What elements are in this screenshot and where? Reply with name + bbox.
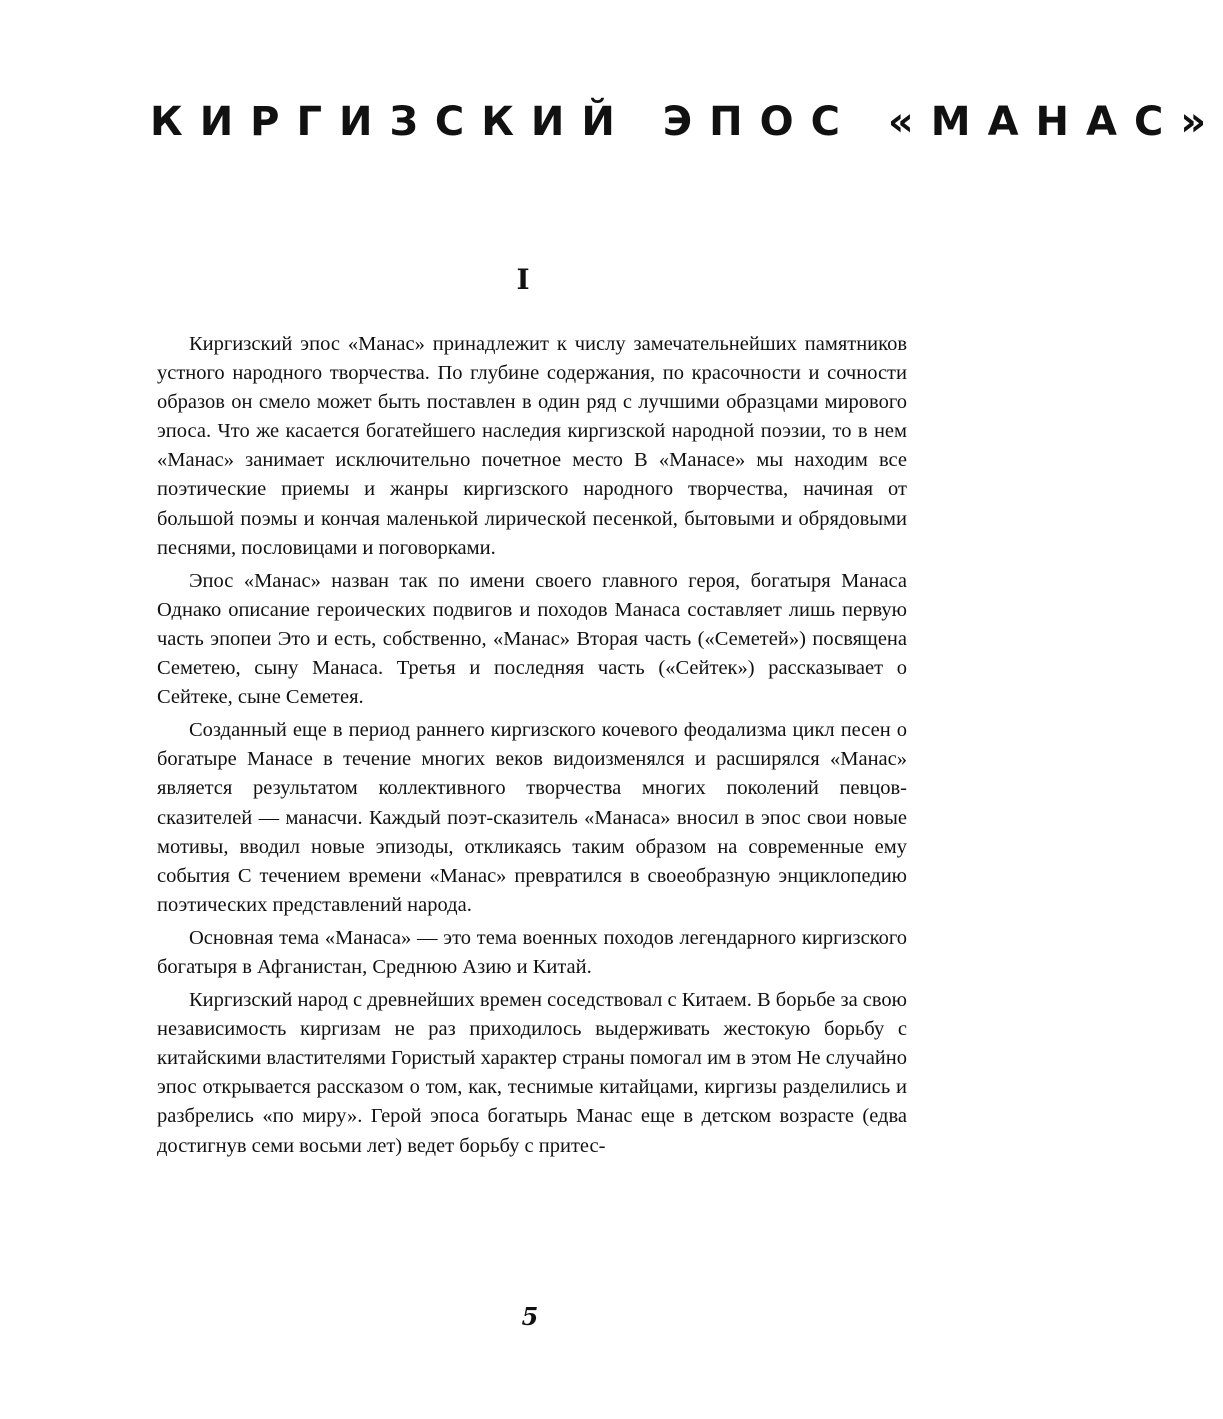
chapter-title: КИРГИЗСКИЙ ЭПОС «МАНАС» bbox=[150, 99, 1223, 145]
paragraph: Основная тема «Манаса» — это тема военных походов легендарного киргизского богатыря в Афганистан, Среднюю Азию и Китай. bbox=[157, 926, 907, 978]
paragraph: Киргизский эпос «Манас» принадлежит к числу замечательнейших памятников устного народного творчества. По глубине содержания, по красочности и сочности образов он смело может быть поставлен в один ряд с лучшими образцами мирового эпоса. Что же касается богатейшего наследия киргизской народной поэзии, то в нем «Манас» занимает исключительно почетное место В «Манасе» мы находим все поэтические приемы и жанры киргизского народного творчества, начиная от большой поэмы и кончая маленькой лирической песенкой, бытовыми и обрядовыми песнями, пословицами и поговорками. bbox=[157, 333, 907, 559]
section-number: I bbox=[516, 263, 530, 296]
body-text bbox=[157, 330, 907, 1165]
paragraph: Созданный еще в период раннего киргизского кочевого феодализма цикл песен о богатыре Манасе в течение многих веков видоизменялся и расширялся «Манас» является результатом коллективного творчества многих поколений певцов-сказителей — манасчи. Каждый поэт-сказитель «Манаса» вносил в эпос свои новые мотивы, вводил новые эпизоды, откликаясь таким образом на современные ему события С течением времени «Манас» превратился в своеобразную энциклопедию поэтических представлений народа. bbox=[157, 719, 907, 916]
paragraph: Эпос «Манас» назван так по имени своего главного героя, богатыря Манаса Однако описание героических подвигов и походов Манаса составляет лишь первую часть эпопеи Это и есть, собственно, «Манас» Вторая часть («Семетей») посвящена Семетею, сыну Манаса. Третья и последняя часть («Сейтек») рассказывает о Сейтеке, сыне Семетея. bbox=[157, 569, 907, 709]
page-number: 5 bbox=[521, 1302, 539, 1331]
paragraph: Киргизский народ с древнейших времен соседствовал с Китаем. В борьбе за свою независимость киргизам не раз приходилось выдерживать жестокую борьбу с китайскими властителями Гористый характер страны помогал им в этом Не случайно эпос открывается рассказом о том, как, теснимые китайцами, киргизы разделились и разбрелись «по миру». Герой эпоса богатырь Манас еще в детском возрасте (едва достигнув семи восьми лет) ведет борьбу с притес- bbox=[157, 989, 907, 1157]
